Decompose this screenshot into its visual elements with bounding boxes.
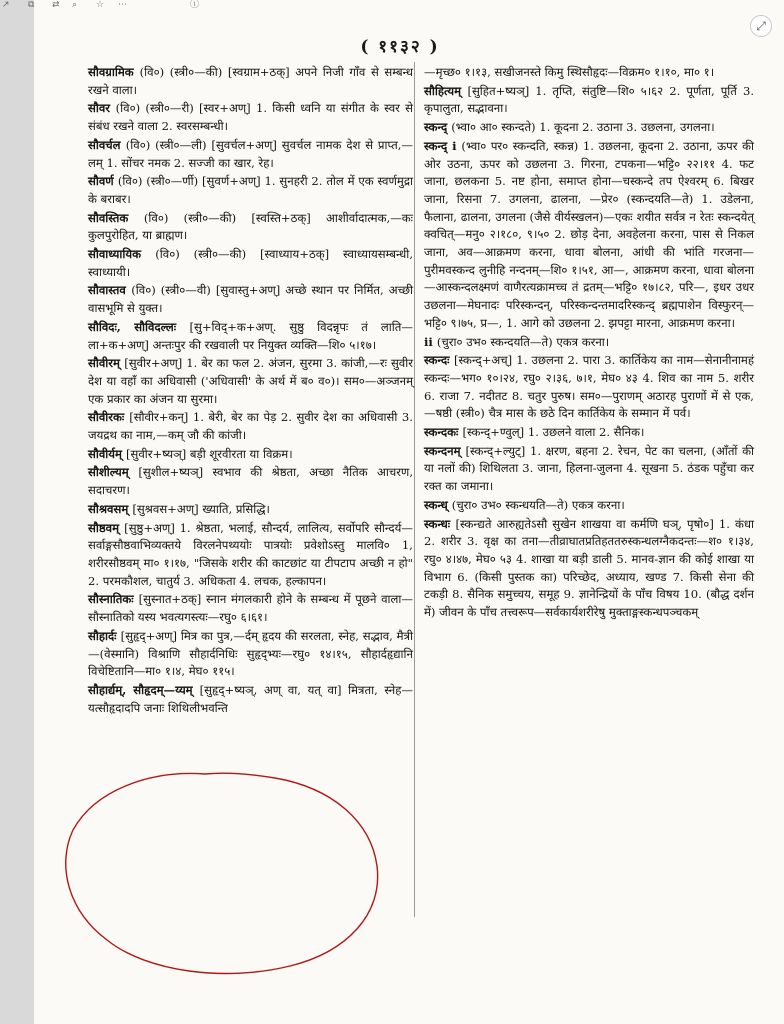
- dictionary-entry: सौविदः, सौविदल्लः [सु+विद्+क+अण्. सुष्ठु विदन्नृपः तं लाति—ला+क+अण्] अन्तःपुर की रखवाली पर नियुक्त व्यक्ति—शि० ५।१७।: [88, 319, 413, 352]
- headword: स्कन्धः: [424, 516, 456, 531]
- headword: सौवाध्यायिक: [88, 247, 156, 262]
- dictionary-entry: सौवास्तव (वि०) (स्त्री०—वी) [सुवास्तु+अण्] अच्छे स्थान पर निर्मित, अच्छी वासभूमि से युक्त।: [88, 283, 413, 316]
- headword: सौवस्तिक: [88, 210, 144, 225]
- headword: सौष्ठवम्: [88, 520, 125, 535]
- dictionary-entry: स्कन्दनम् [स्कन्द्+ल्युट्] 1. क्षरण, बहना 2. रेचन, पेट का चलना, (आँतों की या नलों की) शिथिलता 3. जाना, हिलना-जुलना 4. सूखना 5. ठंडक पहुँचा कर रक्त का जमाना।: [424, 443, 754, 494]
- dictionary-entry: स्कन्द् i (भ्वा० पर० स्कन्दति, स्कन्न) 1. उछलना, कूदना 2. उठाना, ऊपर की ओर उठना, ऊपर को उछलना 3. गिरना, टपकना—भट्टि० २२।११ 4. फट जाना, छलकना 5. नष्ट होना, समाप्त होना—चस्कन्दे तप ऐश्वरम् 6. बिखर जाना, रिसना 7. उगलना, ढालना, —प्रेर० (स्कन्दयति—ते) 1. उडेलना, फैलाना, ढालना, उगलना (जैसे वीर्यस्खलन)—एकः शयीत सर्वत्र न रेतः स्कन्दयेत् क्वचित्—मनु० २।१८०, ९।५० 2. छोड़ देना, अवहेलना करना, पास से निकल जाना, अव—आक्रमण करना, धावा बोलना, आंधी की भांति गरजना—पुरीमवस्कन्द लुनीहि नन्दनम्—शि० १।५१, आ—, आक्रमण करना, धावा बोलना—आस्कन्दलक्ष्मणं वाणैरत्यक्रामच्च तं द्रतम्—भट्टि० १७।८२, परि—, इधर उधर उछलना—मेघनादः परिस्कन्दन्, परिस्कन्दन्तमादरिस्कन्द् ब्रह्मपाशेन विस्फुरन्—भट्टि० ९।७५, प्र—, 1. आगे को उछलना 2. झपट्टा मारना, आक्रमण करना।: [424, 138, 754, 330]
- dictionary-entry: स्कन्दकः [स्कन्द्+ण्वुल्] 1. उछलने वाला 2. सैनिक।: [424, 425, 645, 440]
- headword: स्कन्ध्: [424, 497, 452, 512]
- dictionary-entry: सौश्रवसम् [सुश्रवस+अण्] ख्याति, प्रसिद्धि।: [88, 501, 270, 516]
- page-number: ( ११३२ ): [360, 37, 440, 57]
- viewer-left-margin: [0, 0, 34, 1024]
- dictionary-entry: सौवग्रामिक (वि०) (स्त्री०—की) [स्वग्राम+ठक्] अपने निजी गाँव से सम्बन्ध रखने वाला।: [88, 65, 413, 97]
- headword: सौवास्तव: [88, 283, 132, 298]
- dictionary-entry: सौहार्द्यम्, सौहृदम्—य्यम् [सुहृद्+ष्यञ्, अण् वा, यत् वा] मित्रता, स्नेह—यत्सौहृदादपि जनाः शिथिलीभवन्ति: [88, 682, 413, 715]
- link-icon[interactable]: ↗: [2, 0, 10, 10]
- star-icon[interactable]: ☆: [96, 0, 105, 10]
- info-icon[interactable]: ⓘ: [190, 0, 200, 10]
- dictionary-entry: —मृच्छ० १।१३, सखीजनस्ते किमु स्थिसौहृदः—विक्रम० १।१०, मा० १।: [424, 65, 715, 79]
- headword: सौहित्यम्: [424, 83, 468, 98]
- headword: स्कन्द्: [424, 120, 452, 135]
- headword: स्कन्दकः: [424, 425, 463, 440]
- menu-icon[interactable]: ⋯: [118, 0, 127, 10]
- headword: सौवर: [88, 101, 116, 116]
- headword: सौवीरम्: [88, 356, 125, 371]
- headword: सौवर्ण: [88, 174, 118, 189]
- dictionary-entry: सौवीरम् [सुवीर+अण्] 1. बेर का फल 2. अंजन, सुरमा 3. कांजी,—रः सुवीर देश या वहाँ का अधिवासी ('अधिवासी' के अर्थ में ब० व०)। सम०—अञ्जनम् एक प्रकार का अंजन या सुरमा।: [88, 356, 413, 406]
- dictionary-entry: स्कन्दः [स्कन्द्+अच्] 1. उछलना 2. पारा 3. कार्तिकेय का नाम—सेनानीनामहं स्कन्दः—भग० १०।२४, रघु० २।३६, ७।१, मेघ० ४३ 4. शिव का नाम 5. शरीर 6. राजा 7. नदीतट 8. चतुर पुरुष। सम०—पुराणम् अठारह पुराणों में से एक,—षष्ठी (स्त्री०) चैत्र मास के छठे दिन कार्तिकेय के सम्मान में पर्व।: [424, 353, 755, 421]
- dictionary-entry: सौवस्तिक (वि०) (स्त्री०—की) [स्वस्ति+ठक्] आशीर्वादात्मक,—कः कुलपुरोहित, या ब्राह्मण।: [88, 210, 413, 243]
- column-divider: [414, 62, 415, 917]
- left-column: [88, 64, 413, 718]
- headword: सौवग्रामिक: [88, 65, 140, 79]
- headword: स्कन्दनम्: [424, 443, 466, 458]
- search-icon[interactable]: ⌕: [72, 0, 78, 10]
- dictionary-entry: सौहित्यम् [सुहित+ष्यञ्] 1. तृप्ति, संतुष्टि—शि० ५।६२ 2. पूर्णता, पूर्ति 3. कृपालुता, सद्भावना।: [424, 83, 755, 116]
- headword: ii: [424, 334, 437, 349]
- headword: स्कन्द् i: [424, 138, 462, 153]
- headword: सौहार्दः: [88, 628, 121, 643]
- headword: सौवीर्यम्: [88, 446, 126, 461]
- dictionary-entry: सौवर्ण (वि०) (स्त्री०—र्णी) [सुवर्ण+अण्] 1. सुनहरी 2. तोल में एक स्वर्णमुद्रा के बराबर।: [88, 174, 413, 206]
- headword: सौशील्यम्: [88, 465, 139, 480]
- headword: सौवर्चल: [88, 137, 126, 152]
- right-column: [424, 64, 754, 623]
- dictionary-entry: सौवाध्यायिक (वि०) (स्त्री०—की) [स्वाध्याय+ठक्] स्वाध्यायसम्बन्धी, स्वाध्यायी।: [88, 247, 413, 279]
- dictionary-entry: सौवीरकः [सौवीर+कन्] 1. बेरी, बेर का पेड़ 2. सुवीर देश का अधिवासी 3. जयद्रथ का नाम,—कम् जौ की कांजी।: [88, 410, 413, 443]
- viewer-toolbar: [0, 0, 784, 12]
- headword: स्कन्दः: [424, 353, 455, 368]
- expand-icon[interactable]: ⤢: [750, 15, 772, 37]
- headword: सौवीरकः: [88, 410, 130, 425]
- headword: सौस्नातिकः: [88, 592, 139, 607]
- headword: सौविदः, सौविदल्लः: [88, 319, 190, 334]
- dictionary-entry: सौष्ठवम् [सुष्ठु+अण्] 1. श्रेष्ठता, भलाई, सौन्दर्य, लालित्य, सर्वोपरि सौन्दर्य—सर्वाङ्गसौष्ठवाभिव्यक्तये विरलनेपथ्ययोः पात्रयोः प्रवेशोऽस्तु मालवि० 1, शरीरसौष्ठवम् मा० १।१७, "जिसके शरीर की काटछांट या टीपटाप अच्छी न हो" 2. परमकौशल, चातुर्य 3. अधिकता 4. लचक, हल्कापन।: [88, 520, 413, 588]
- dictionary-entry: सौवीर्यम् [सुवीर+ष्यञ्] बड़ी शूरवीरता या विक्रम।: [88, 446, 293, 461]
- dictionary-entry: सौस्नातिकः [सुस्नात+ठक्] स्नान मंगलकारी होने के सम्बन्ध में पूछने वाला—सौस्नातिको यस्य भवत्यगस्त्यः—रघु० ६।६१।: [88, 592, 413, 625]
- dictionary-entry: ii (चुरा० उभ० स्कन्दयति—ते) एकत्र करना।: [424, 334, 610, 349]
- copy-icon[interactable]: ⧉: [28, 0, 35, 10]
- dictionary-entry: सौवर्चल (वि०) (स्त्री०—ली) [सुवर्चल+अण्] सुवर्चल नामक देश से प्राप्त,—लम् 1. सोंचर नमक 2. सज्जी का खार, रेह।: [88, 137, 413, 170]
- dictionary-entry: स्कन्ध् (चुरा० उभ० स्कन्धयति—ते) एकत्र करना।: [424, 497, 625, 512]
- dictionary-entry: स्कन्धः [स्कन्द्यते आरुह्यतेऽसौ सुखेन शाखया वा कर्मणि घञ्, पृषो०] 1. कंधा 2. शरीर 3. वृक्ष का तना—तीव्राघातप्रतिहततरुस्कन्धलग्नैकदन्तः—श० १।३४, रघु० ४।४७, मेघ० ५३ 4. शाखा या बड़ी डाली 5. मानव-ज्ञान की कोई शाखा या विभाग 6. (किसी पुस्तक का) परिच्छेद, अध्याय, खण्ड 7. किसी सेना की टकड़ी 8. सैनिक समुच्चय, समूह 9. ज्ञानेन्द्रियों के पाँच विषय 10. (बौद्ध दर्शन में) जीवन के पाँच तत्त्वरूप—सर्वकार्यशरीरेषु मुक्ताङ्गस्कन्धपञ्चकम्: [424, 516, 754, 620]
- dictionary-entry: सौवर (वि०) (स्त्री०—री) [स्वर+अण्] 1. किसी ध्वनि या संगीत के स्वर से संबंध रखने वाला 2. स्वरसम्बन्धी।: [88, 101, 413, 134]
- dictionary-entry: सौहार्दः [सुहृद्+अण्] मित्र का पुत्र,—र्दम् हृदय की सरलता, स्नेह, सद्भाव, मैत्री—(वेस्मानि) विश्राणि सौहार्दनिधिः सुहृद्भ्यः—रघु० १४।१५, सौहार्दहृद्यानि विचेष्टितानि—मा० १।४, मेघ० ११५।: [88, 628, 413, 679]
- share-icon[interactable]: ⇄: [52, 0, 60, 10]
- headword: सौश्रवसम्: [88, 501, 133, 516]
- dictionary-entry: सौशील्यम् [सुशील+ष्यञ्] स्वभाव की श्रेष्ठता, अच्छा नैतिक आचरण, सदाचरण।: [88, 465, 414, 498]
- dictionary-entry: स्कन्द् (भ्वा० आ० स्कन्दते) 1. कूदना 2. उठाना 3. उछलना, उगलना।: [424, 120, 715, 135]
- headword: सौहार्द्यम्, सौहृदम्—य्यम्: [88, 682, 200, 697]
